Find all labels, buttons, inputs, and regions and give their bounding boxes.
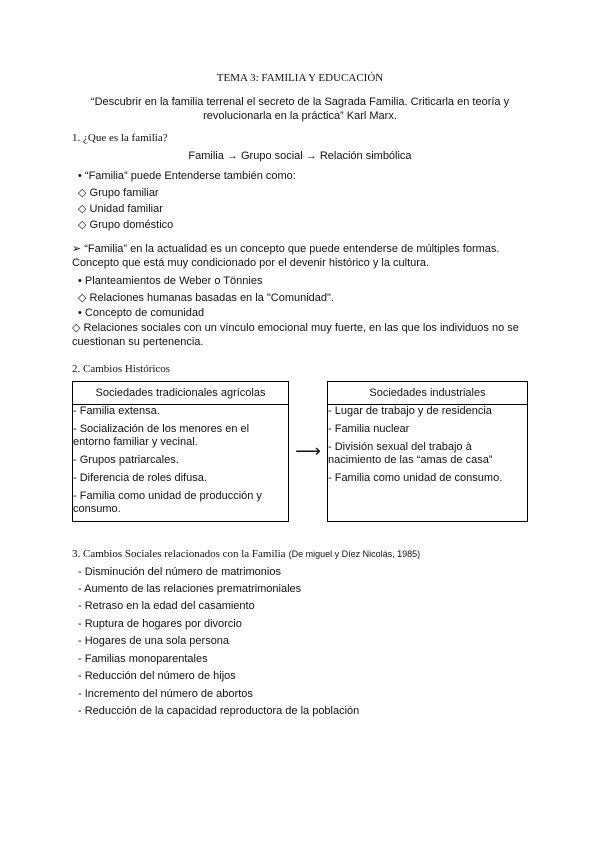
- list-item: - Familia extensa.: [73, 405, 160, 417]
- list-item: - Lugar de trabajo y de residencia: [328, 405, 492, 417]
- list-item: - Disminución del número de matrimonios: [78, 566, 281, 578]
- section-3-source: (De miguel y Díez Nicolás, 1985): [288, 549, 421, 559]
- comparison-table: [72, 381, 528, 522]
- traditional-list: [73, 405, 289, 522]
- industrial-list: [328, 405, 528, 522]
- traditional-header: Sociedades tradicionales agrícolas: [73, 382, 289, 405]
- list-item: - Grupos patriarcales.: [73, 454, 179, 466]
- list-item: - Familia como unidad de producción y consumo.: [73, 490, 262, 515]
- list-item: - Socialización de los menores en el entorno familiar y vecinal.: [73, 423, 250, 448]
- list-item: - Reducción del número de hijos: [78, 670, 236, 682]
- list-item: - Retraso en la edad del casamiento: [78, 600, 255, 612]
- list-item: - Aumento de las relaciones prematrimoniales: [78, 583, 302, 595]
- list-item: - Familias monoparentales: [78, 653, 208, 665]
- document-title: TEMA 3: FAMILIA Y EDUCACIÓN: [216, 72, 384, 84]
- family-intro: • “Familia” puede Entenderse también como:: [78, 170, 296, 182]
- section-2-heading: 2. Cambios Históricos: [72, 363, 171, 375]
- section-3-heading: 3. Cambios Sociales relacionados con la Familia: [72, 548, 286, 560]
- list-item: - Reducción de la capacidad reproductora de la población: [78, 705, 360, 717]
- list-item: - Familia como unidad de consumo.: [328, 472, 503, 484]
- list-item: ◇ Unidad familiar: [78, 203, 163, 215]
- list-item: - Ruptura de hogares por divorcio: [78, 618, 242, 630]
- family-formula: Familia → Grupo social → Relación simbólica: [188, 150, 412, 162]
- list-item: - Diferencia de roles difusa.: [73, 472, 207, 484]
- community-bullet: • Concepto de comunidad: [78, 307, 205, 319]
- list-item: - Hogares de una sola persona: [78, 635, 230, 647]
- right-arrow-icon: ⟶: [295, 441, 321, 461]
- family-paragraph: ➢ “Familia” en la actualidad es un concepto que puede entenderse de múltiples formas. Concepto que está muy condicionado por el devenir histórico y la cultura.: [72, 243, 500, 269]
- marx-quote: “Descubrir en la familia terrenal el secreto de la Sagrada Familia. Criticarla en teoría y revolucionarla en la práctica” Karl Marx.: [90, 96, 510, 122]
- list-item: ◇ Grupo familiar: [78, 187, 159, 199]
- weber-tonnies-bullet: • Planteamientos de Weber o Tönnies: [78, 275, 263, 287]
- industrial-header: Sociedades industriales: [328, 382, 528, 405]
- weber-tonnies-sub: ◇ Relaciones humanas basadas en la "Comunidad".: [78, 292, 334, 304]
- section-3-heading-row: [72, 548, 420, 560]
- community-sub: ◇ Relaciones sociales con un vínculo emocional muy fuerte, en las que los individuos no se cuestionan su pertenencia.: [72, 322, 519, 348]
- arrow-cell: [289, 382, 328, 522]
- list-item: - Incremento del número de abortos: [78, 688, 253, 700]
- list-item: ◇ Grupo doméstico: [78, 219, 174, 231]
- section-1-heading: 1. ¿Que es la familia?: [72, 132, 168, 144]
- list-item: - Familia nuclear: [328, 423, 410, 435]
- list-item: - División sexual del trabajo à nacimiento de las “amas de casa”: [328, 441, 493, 466]
